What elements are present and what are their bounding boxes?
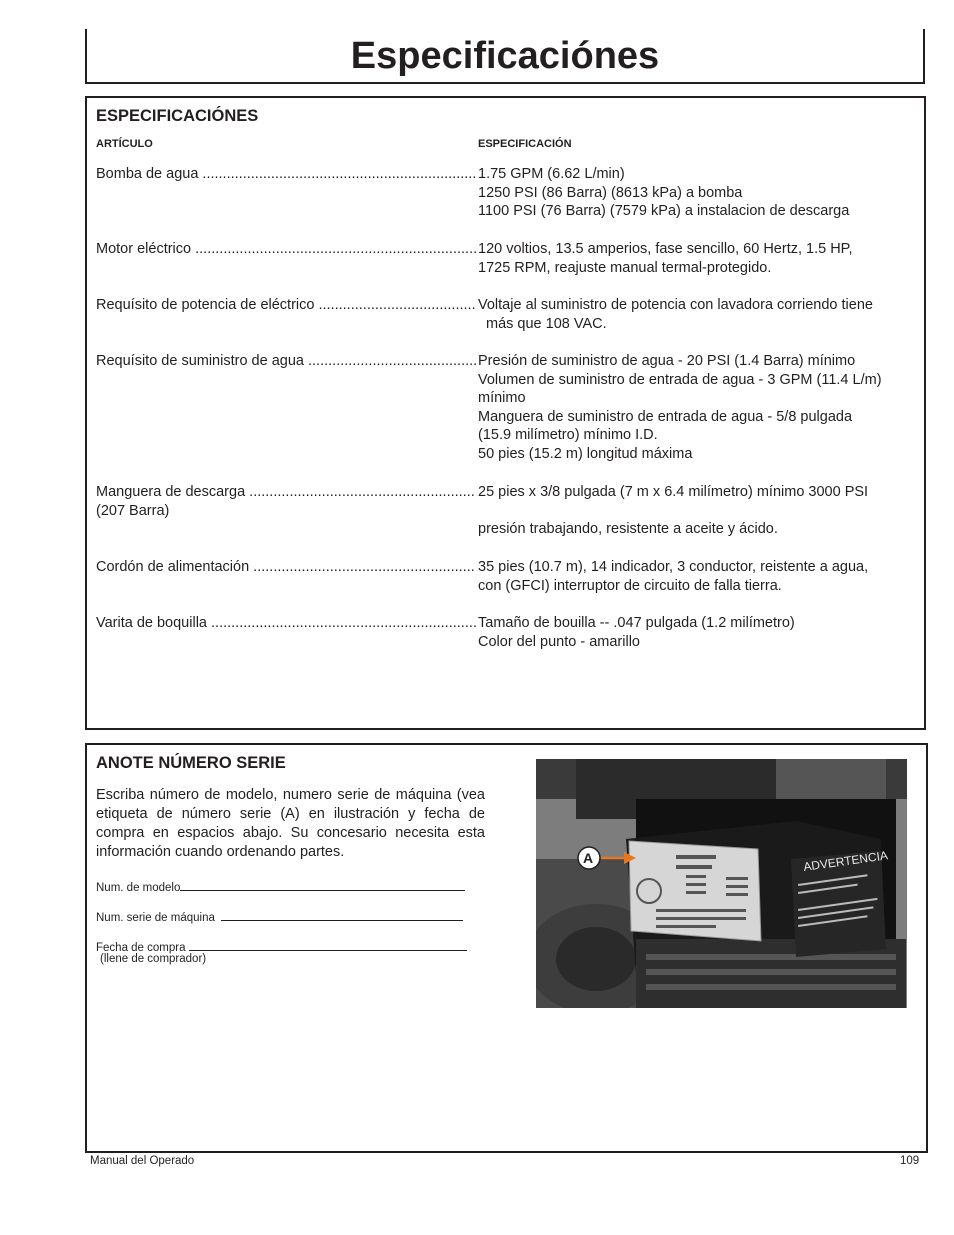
model-number-label: Num. de modelo [96,882,181,894]
page-title: Especificaciónes [350,35,660,77]
purchase-date-note: (llene de comprador) [100,953,207,965]
spec-value: 1.75 GPM (6.62 L/min) 1250 PSI (86 Barra) (8613 kPa) a bomba 1100 PSI (76 Barra) (7579 kPa) a instalacion de descarga [478,166,850,219]
spec-item: Bomba de agua ..... [96,165,476,184]
spec-value: Voltaje al suministro de potencia con lavadora corriendo tiene más que 108 VAC. [478,297,873,332]
serial-label-photo [536,759,907,1008]
spec-value: Presión de suministro de agua - 20 PSI (1.4 Barra) mínimo Volumen de suministro de entrada de agua - 3 GPM (11.4 L/m) mínimo Manguera de suministro de entrada de agua - 5/8 pulgada (15.9 milímetro) mínimo I.D. 50 pies (15.2 m) longitud máxima [478,353,882,462]
callout-a-label: A [583,850,594,866]
model-number-field[interactable] [96,878,465,894]
spec-item: Cordón de alimentación ..... [96,558,476,577]
purchase-date-field[interactable] [96,938,467,954]
purchase-date-label: Fecha de compra [96,942,186,954]
spec-value: 25 pies x 3/8 pulgada (7 m x 6.4 milímetro) mínimo 3000 PSI presión trabajando, resistente a aceite y ácido. [478,484,869,537]
spec-value: Tamaño de bouilla -- .047 pulgada (1.2 milímetro) Color del punto - amarillo [478,615,795,650]
serial-number-field[interactable] [96,908,463,924]
serial-heading: ANOTE NÚMERO SERIE [96,754,286,772]
specifications-section [85,96,926,730]
spec-item: Requísito de potencia de eléctrico ..... [96,296,476,315]
serial-number-label: Num. serie de máquina [96,912,215,924]
warning-label-title: ADVERTENCIA [802,848,889,874]
title-box [85,29,925,84]
spec-item: Varita de boquilla ..... [96,614,476,633]
col-spec-header: ESPECIFICACIÓN [478,138,572,150]
footer-page-number: 109 [900,1155,920,1167]
footer-manual-title: Manual del Operado [90,1155,195,1167]
col-item-header: ARTÍCULO [96,138,153,150]
spec-value: 35 pies (10.7 m), 14 indicador, 3 conductor, reistente a agua, con (GFCI) interruptor de circuito de falla tierra. [478,559,869,594]
spec-item: Motor eléctrico ..... [96,240,476,259]
serial-instructions: Escriba número de modelo, numero serie de máquina (vea etiqueta de número serie (A) en ilustración y fecha de compra en espacios abajo. Su concesario necesita esta información cuando ordenando partes. [96,787,485,860]
spec-value: 120 voltios, 13.5 amperios, fase sencillo, 60 Hertz, 1.5 HP, 1725 RPM, reajuste manual termal-protegido. [478,241,853,276]
serial-number-section [85,743,928,1153]
spec-item-continuation: (207 Barra) [96,503,170,519]
spec-row-discharge-hose [96,483,916,543]
spec-item: Manguera de descarga ..... [96,483,476,502]
specs-heading: ESPECIFICACIÓNES [96,107,259,125]
spec-item: Requísito de suministro de agua ..... [96,352,476,371]
